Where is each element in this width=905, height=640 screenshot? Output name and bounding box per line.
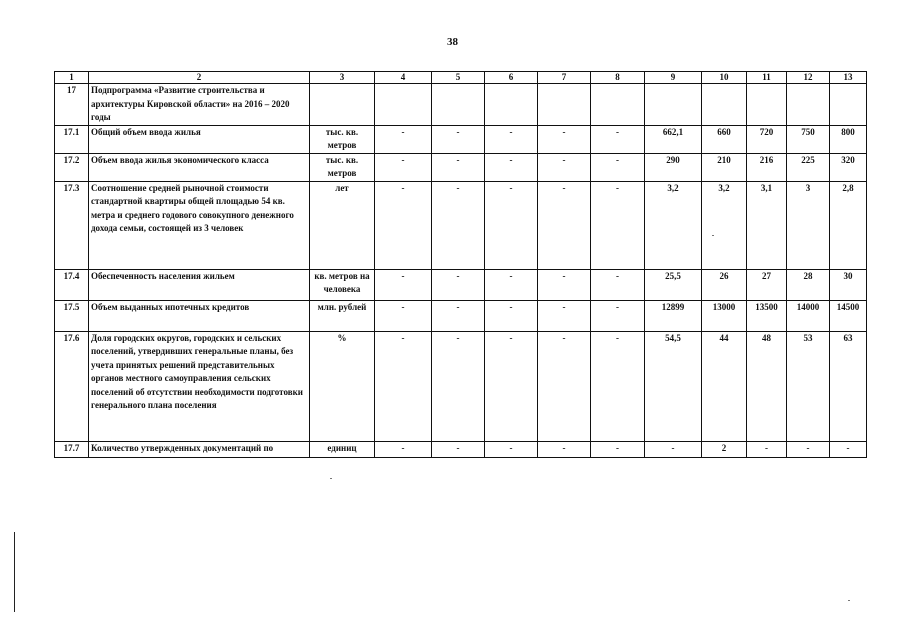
- row-unit: млн. рублей: [310, 300, 375, 331]
- row-name: Общий объем ввода жилья: [89, 125, 310, 153]
- value-cell: 27: [747, 269, 787, 300]
- value-cell: -: [432, 441, 485, 457]
- value-cell: 12899: [645, 300, 702, 331]
- value-cell: 3,1: [747, 181, 787, 269]
- table-row: [55, 331, 867, 441]
- value-cell: -: [432, 269, 485, 300]
- row-unit: тыс. кв. метров: [310, 125, 375, 153]
- value-cell: -: [538, 331, 591, 441]
- value-cell: 210: [702, 153, 747, 181]
- value-cell: 26: [702, 269, 747, 300]
- value-cell: -: [432, 300, 485, 331]
- table-row: [55, 300, 867, 331]
- scan-margin-line: [14, 532, 15, 612]
- value-cell: [702, 84, 747, 126]
- value-cell: 3: [787, 181, 830, 269]
- value-cell: -: [432, 125, 485, 153]
- value-cell: -: [375, 153, 432, 181]
- row-unit: единиц: [310, 441, 375, 457]
- header-cell: 5: [432, 72, 485, 84]
- value-cell: [538, 84, 591, 126]
- value-cell: -: [485, 441, 538, 457]
- value-cell: -: [538, 300, 591, 331]
- header-cell: 13: [830, 72, 867, 84]
- value-cell: [645, 84, 702, 126]
- table-row: [55, 441, 867, 457]
- row-name: Обеспеченность населения жильем: [89, 269, 310, 300]
- value-cell: -: [591, 269, 645, 300]
- value-cell: -: [375, 181, 432, 269]
- row-unit: %: [310, 331, 375, 441]
- value-cell: 44: [702, 331, 747, 441]
- value-cell: -: [485, 181, 538, 269]
- row-number: 17.6: [55, 331, 89, 441]
- page-number: 38: [447, 36, 458, 48]
- row-name: Доля городских округов, городских и сельских поселений, утвердивших генеральные планы, без учета принятых решений представительных органов местного самоуправления сельских поселений об отсутствии необходимости подготовки генерального плана поселения: [89, 331, 310, 441]
- value-cell: -: [432, 181, 485, 269]
- value-cell: 290: [645, 153, 702, 181]
- value-cell: -: [485, 300, 538, 331]
- row-number: 17.3: [55, 181, 89, 269]
- row-number: 17.4: [55, 269, 89, 300]
- scan-speck: [848, 600, 850, 601]
- header-cell: 9: [645, 72, 702, 84]
- row-name: Объем ввода жилья экономического класса: [89, 153, 310, 181]
- header-cell: 11: [747, 72, 787, 84]
- value-cell: -: [591, 153, 645, 181]
- value-cell: -: [375, 441, 432, 457]
- table-row: [55, 153, 867, 181]
- value-cell: 750: [787, 125, 830, 153]
- value-cell: 3,2: [645, 181, 702, 269]
- value-cell: 216: [747, 153, 787, 181]
- value-cell: -: [830, 441, 867, 457]
- value-cell: 30: [830, 269, 867, 300]
- value-cell: 320: [830, 153, 867, 181]
- value-cell: -: [747, 441, 787, 457]
- row-number: 17: [55, 84, 89, 126]
- value-cell: 225: [787, 153, 830, 181]
- value-cell: -: [645, 441, 702, 457]
- header-cell: 12: [787, 72, 830, 84]
- value-cell: [830, 84, 867, 126]
- header-cell: 4: [375, 72, 432, 84]
- value-cell: 2: [702, 441, 747, 457]
- value-cell: -: [375, 300, 432, 331]
- row-number: 17.7: [55, 441, 89, 457]
- row-name: Количество утвержденных документаций по: [89, 441, 310, 457]
- row-name: Подпрограмма «Развитие строительства и архитектуры Кировской области» на 2016 – 2020 годы: [89, 84, 310, 126]
- value-cell: 54,5: [645, 331, 702, 441]
- value-cell: -: [485, 125, 538, 153]
- scan-speck: [712, 235, 714, 236]
- value-cell: -: [538, 153, 591, 181]
- value-cell: 720: [747, 125, 787, 153]
- value-cell: -: [538, 181, 591, 269]
- value-cell: -: [787, 441, 830, 457]
- value-cell: -: [591, 181, 645, 269]
- row-name: Соотношение средней рыночной стоимости стандартной квартиры общей площадью 54 кв. метра и среднего годового совокупного денежного дохода семьи, состоящей из 3 человек: [89, 181, 310, 269]
- value-cell: -: [538, 269, 591, 300]
- value-cell: -: [485, 153, 538, 181]
- value-cell: [375, 84, 432, 126]
- value-cell: [432, 84, 485, 126]
- row-number: 17.1: [55, 125, 89, 153]
- value-cell: -: [375, 125, 432, 153]
- value-cell: 28: [787, 269, 830, 300]
- value-cell: 13000: [702, 300, 747, 331]
- value-cell: 2,8: [830, 181, 867, 269]
- row-unit: [310, 84, 375, 126]
- header-cell: 3: [310, 72, 375, 84]
- value-cell: 53: [787, 331, 830, 441]
- value-cell: -: [591, 441, 645, 457]
- value-cell: 800: [830, 125, 867, 153]
- value-cell: -: [485, 269, 538, 300]
- value-cell: -: [375, 331, 432, 441]
- value-cell: -: [432, 331, 485, 441]
- header-cell: 10: [702, 72, 747, 84]
- row-unit: кв. метров на человека: [310, 269, 375, 300]
- value-cell: -: [591, 300, 645, 331]
- table-row: [55, 269, 867, 300]
- value-cell: -: [432, 153, 485, 181]
- table-row: [55, 181, 867, 269]
- value-cell: 662,1: [645, 125, 702, 153]
- header-cell: 8: [591, 72, 645, 84]
- value-cell: 13500: [747, 300, 787, 331]
- value-cell: -: [485, 331, 538, 441]
- row-unit: тыс. кв. метров: [310, 153, 375, 181]
- value-cell: 14500: [830, 300, 867, 331]
- row-number: 17.2: [55, 153, 89, 181]
- table-row: [55, 125, 867, 153]
- value-cell: [485, 84, 538, 126]
- header-row: [55, 72, 867, 84]
- value-cell: -: [375, 269, 432, 300]
- value-cell: -: [538, 125, 591, 153]
- header-cell: 2: [89, 72, 310, 84]
- value-cell: 3,2: [702, 181, 747, 269]
- value-cell: [591, 84, 645, 126]
- table-row: [55, 84, 867, 126]
- row-unit: лет: [310, 181, 375, 269]
- indicators-table: [54, 71, 867, 458]
- value-cell: 25,5: [645, 269, 702, 300]
- header-cell: 6: [485, 72, 538, 84]
- value-cell: 14000: [787, 300, 830, 331]
- value-cell: 660: [702, 125, 747, 153]
- row-name: Объем выданных ипотечных кредитов: [89, 300, 310, 331]
- header-cell: 1: [55, 72, 89, 84]
- header-cell: 7: [538, 72, 591, 84]
- value-cell: 48: [747, 331, 787, 441]
- value-cell: -: [538, 441, 591, 457]
- scan-speck: [330, 478, 332, 479]
- value-cell: -: [591, 125, 645, 153]
- value-cell: [747, 84, 787, 126]
- value-cell: 63: [830, 331, 867, 441]
- value-cell: -: [591, 331, 645, 441]
- value-cell: [787, 84, 830, 126]
- row-number: 17.5: [55, 300, 89, 331]
